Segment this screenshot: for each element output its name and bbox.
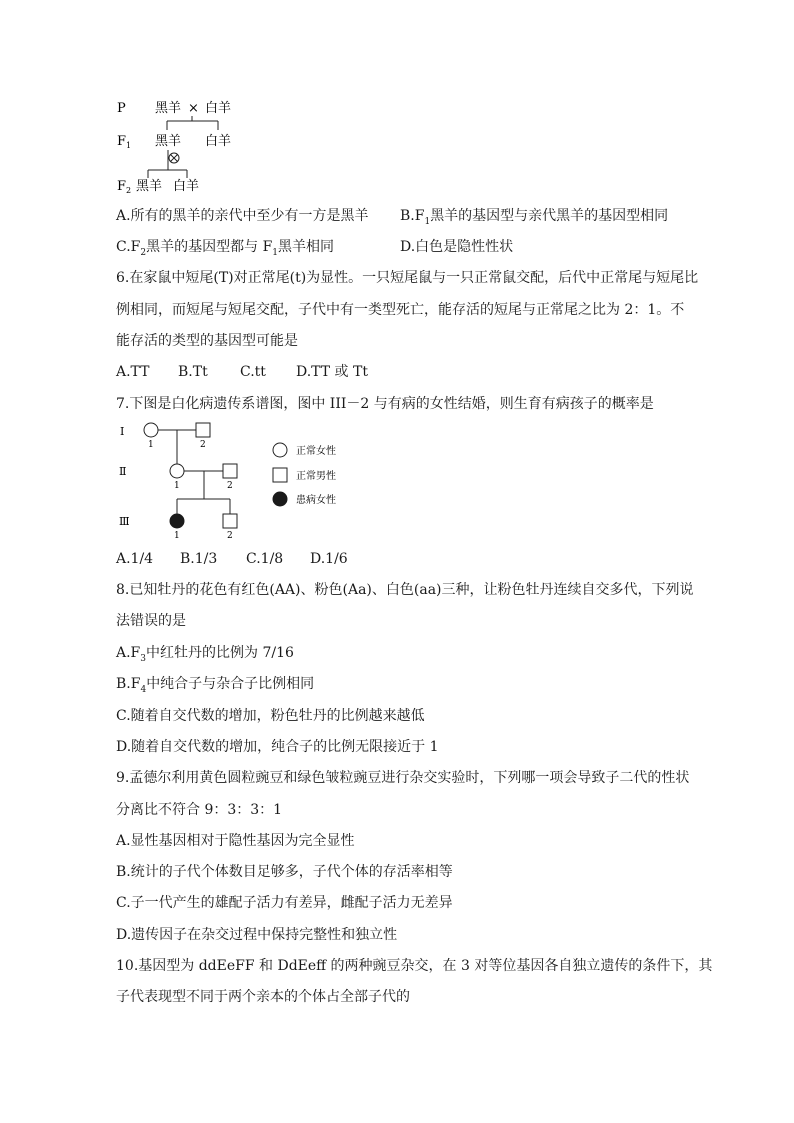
- legend-normal-male-label: 正常男性: [296, 471, 336, 482]
- q8-line-2: 法错误的是: [116, 613, 186, 629]
- pedigree-iii-2-number: 2: [227, 531, 233, 541]
- q9-option-d: D.遗传因子在杂交过程中保持完整性和独立性: [116, 927, 398, 943]
- q9-option-a: A.显性基因相对于隐性基因为完全显性: [116, 833, 355, 849]
- pedigree-iii-1-number: 1: [174, 531, 180, 541]
- f2-black-sheep: 黑羊: [136, 179, 163, 194]
- generation-label-3: Ⅲ: [119, 515, 130, 528]
- pedigree-i-2-number: 2: [200, 440, 206, 450]
- q6-option-a: A.TT: [116, 364, 150, 380]
- legend-normal-female-label: 正常女性: [296, 446, 336, 457]
- f1-black-sheep: 黑羊: [155, 134, 182, 149]
- q9-line-2: 分离比不符合 9：3：3：1: [116, 802, 283, 818]
- q10-line-1: 10.基因型为 ddEeFF 和 DdEeff 的两种豌豆杂交，在 3 对等位基因各自独立遗传的条件下，其: [116, 958, 713, 974]
- q5-option-d: D.白色是隐性性状: [400, 239, 514, 255]
- f2-generation-label: $F_2$: [117, 179, 132, 195]
- q7-line-1: 7.下图是白化病遗传系谱图，图中 III－2 与有病的女性结婚，则生育有病孩子的概率是: [116, 396, 654, 412]
- q8-option-a: $A.F_3$中红牡丹的比例为 7/16: [116, 645, 294, 664]
- generation-label-2: Ⅱ: [119, 465, 127, 478]
- q8-option-d: D.随着自交代数的增加，纯合子的比例无限接近于 1: [116, 739, 439, 755]
- pedigree-i-2-normal-male: [196, 423, 210, 437]
- p-black-sheep: 黑羊: [155, 101, 182, 116]
- q6-line-2: 例相同，而短尾与短尾交配，子代中有一类型死亡，能存活的短尾与正常尾之比为 2：1。不: [116, 302, 685, 318]
- legend-normal-female-icon: [273, 443, 287, 457]
- q6-option-d: D.TT 或 Tt: [296, 364, 368, 380]
- legend-affected-female-icon: [273, 492, 287, 506]
- cross-diagram: [0, 0, 794, 200]
- q9-option-b: B.统计的子代个体数目足够多，子代个体的存活率相等: [116, 864, 453, 880]
- p-white-sheep: 白羊: [205, 101, 232, 116]
- p-generation-label: P: [117, 101, 126, 116]
- pedigree-iii-1-affected-female: [170, 514, 184, 528]
- pedigree-ii-2-normal-male: [223, 464, 237, 478]
- q10-line-2: 子代表现型不同于两个亲本的个体占全部子代的: [116, 989, 410, 1005]
- q5-option-c: $C.F_2$黑羊的基因型都与 $F_1$黑羊相同: [116, 239, 335, 258]
- f1-generation-label: $F_1$: [117, 134, 132, 150]
- pedigree-i-1-number: 1: [148, 440, 154, 450]
- q5-option-a: A.所有的黑羊的亲代中至少有一方是黑羊: [116, 208, 369, 224]
- legend-affected-female-label: 患病女性: [296, 495, 336, 506]
- pedigree-ii-1-number: 1: [174, 481, 180, 491]
- q5-option-b: $B.F_1$黑羊的基因型与亲代黑羊的基因型相同: [400, 208, 669, 227]
- generation-label-1: I: [120, 425, 125, 438]
- q9-line-1: 9.孟德尔利用黄色圆粒豌豆和绿色皱粒豌豆进行杂交实验时，下列哪一项会导致子二代的性状: [116, 770, 690, 786]
- q6-option-c: C.tt: [240, 364, 266, 380]
- q8-line-1: 8.已知牡丹的花色有红色(AA)、粉色(Aa)、白色(aa)三种，让粉色牡丹连续自交多代，下列说: [116, 582, 694, 598]
- q9-option-c: C.子一代产生的雄配子活力有差异，雌配子活力无差异: [116, 895, 453, 911]
- legend-normal-male-icon: [273, 468, 287, 482]
- q7-option-c: C.1/8: [246, 551, 284, 567]
- pedigree-i-1-normal-female: [144, 423, 158, 437]
- q6-line-3: 能存活的类型的基因型可能是: [116, 333, 298, 349]
- q7-option-b: B.1/3: [180, 551, 218, 567]
- pedigree-ii-2-number: 2: [227, 481, 233, 491]
- q8-option-b: $B.F_4$中纯合子与杂合子比例相同: [116, 676, 315, 695]
- q7-option-a: A.1/4: [116, 551, 154, 567]
- pedigree-ii-1-normal-female: [170, 464, 184, 478]
- q7-option-d: D.1/6: [310, 551, 348, 567]
- q8-option-c: C.随着自交代数的增加，粉色牡丹的比例越来越低: [116, 708, 425, 724]
- cross-symbol: ×: [188, 101, 199, 116]
- pedigree-chart: [0, 415, 794, 545]
- pedigree-iii-2-normal-male: [223, 514, 237, 528]
- q6-line-1: 6.在家鼠中短尾(T)对正常尾(t)为显性。一只短尾鼠与一只正常鼠交配，后代中正常尾与短尾比: [116, 270, 699, 286]
- f2-white-sheep: 白羊: [173, 179, 200, 194]
- q6-option-b: B.Tt: [178, 364, 208, 380]
- f1-white-sheep: 白羊: [205, 134, 232, 149]
